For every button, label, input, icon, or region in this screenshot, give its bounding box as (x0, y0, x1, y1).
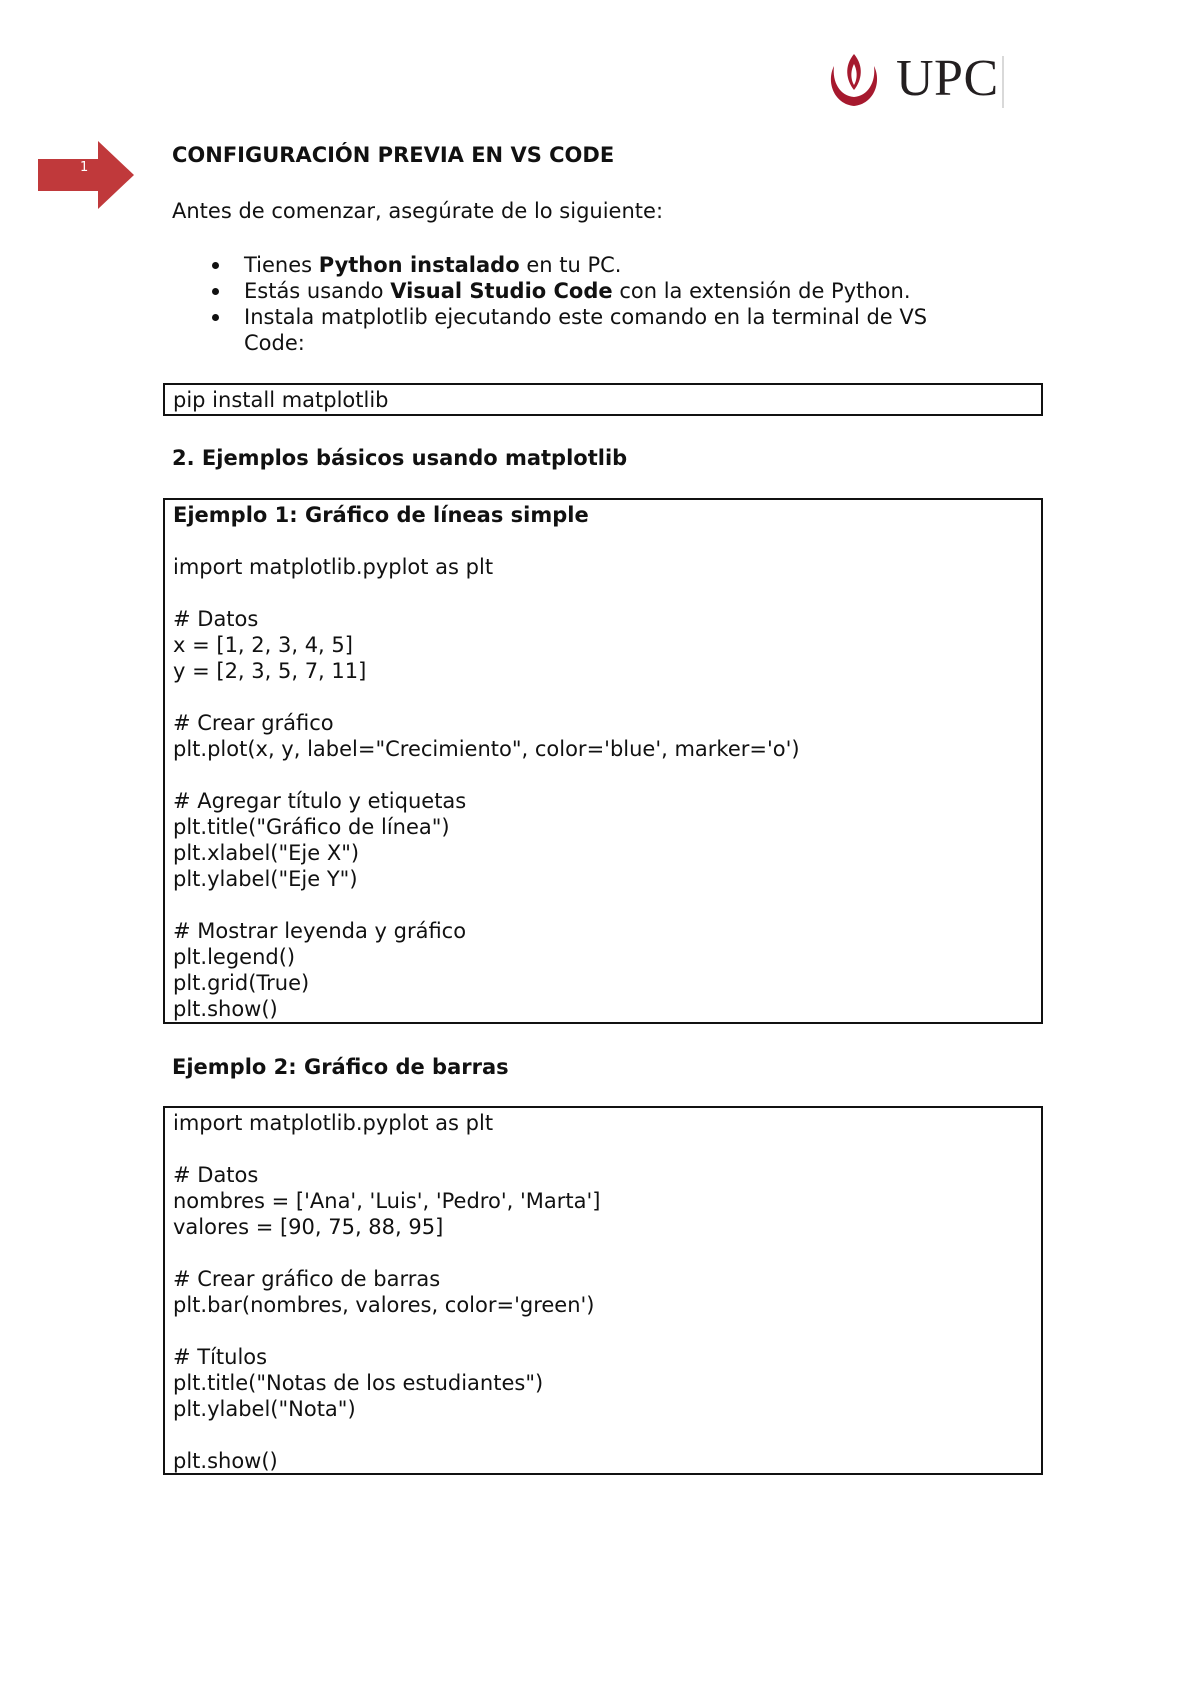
logo-text: UPC (896, 50, 999, 107)
code-line: # Títulos (173, 1345, 268, 1369)
code-line: plt.legend() (173, 945, 296, 969)
code-line: x = [1, 2, 3, 4, 5] (173, 633, 353, 657)
code-line-blank (165, 528, 1041, 554)
code-line: plt.xlabel("Eje X") (173, 841, 360, 865)
code-line (165, 1136, 1041, 1162)
code-line (165, 1240, 1041, 1266)
code-line (165, 762, 1041, 788)
section2-heading: 2. Ejemplos básicos usando matplotlib (172, 446, 628, 470)
command-box (163, 383, 1043, 416)
code-line: valores = [90, 75, 88, 95] (173, 1215, 444, 1239)
upc-logo (826, 52, 1006, 110)
code-line (165, 1318, 1041, 1344)
code-line: y = [2, 3, 5, 7, 11] (173, 659, 367, 683)
example2-title: Ejemplo 2: Gráfico de barras (172, 1055, 509, 1079)
command-text: pip install matplotlib (173, 388, 389, 412)
code-line: # Datos (173, 1163, 259, 1187)
requirements-list (200, 252, 927, 356)
code-line: plt.bar(nombres, valores, color='green') (173, 1293, 595, 1317)
code-line: # Agregar título y etiquetas (173, 789, 467, 813)
list-item: Tienes Python instalado en tu PC. (200, 252, 927, 278)
code-line (165, 580, 1041, 606)
code-line: import matplotlib.pyplot as plt (173, 1111, 494, 1135)
marker-number: 1 (80, 160, 89, 175)
list-item: Estás usando Visual Studio Code con la extensión de Python. (200, 278, 927, 304)
code-line: # Mostrar leyenda y gráfico (173, 919, 467, 943)
code-line: plt.title("Notas de los estudiantes") (173, 1371, 544, 1395)
code-line: # Crear gráfico de barras (173, 1267, 441, 1291)
code-line: plt.grid(True) (173, 971, 310, 995)
code-line: import matplotlib.pyplot as plt (173, 555, 494, 579)
code-line: plt.show() (173, 997, 278, 1021)
example1-title: Ejemplo 1: Gráfico de líneas simple (173, 503, 589, 527)
code-line: plt.ylabel("Eje Y") (173, 867, 358, 891)
example2-box (163, 1106, 1043, 1475)
code-line (165, 1422, 1041, 1448)
arrow-marker-icon (38, 141, 134, 209)
code-line (165, 892, 1041, 918)
logo-divider (1002, 56, 1004, 108)
code-line: # Crear gráfico (173, 711, 334, 735)
code-line: plt.show() (173, 1449, 278, 1473)
code-line: plt.plot(x, y, label="Crecimiento", color='blue', marker='o') (173, 737, 800, 761)
code-line: plt.title("Gráfico de línea") (173, 815, 450, 839)
example1-box (163, 498, 1043, 1024)
code-line (165, 684, 1041, 710)
intro-text: Antes de comenzar, asegúrate de lo siguiente: (172, 199, 664, 223)
section-heading: CONFIGURACIÓN PREVIA EN VS CODE (172, 143, 615, 167)
upc-emblem-icon (826, 52, 882, 110)
code-line: # Datos (173, 607, 259, 631)
code-line: nombres = ['Ana', 'Luis', 'Pedro', 'Marta'] (173, 1189, 601, 1213)
code-line: plt.ylabel("Nota") (173, 1397, 356, 1421)
list-item: Instala matplotlib ejecutando este comando en la terminal de VS Code: (200, 304, 927, 356)
